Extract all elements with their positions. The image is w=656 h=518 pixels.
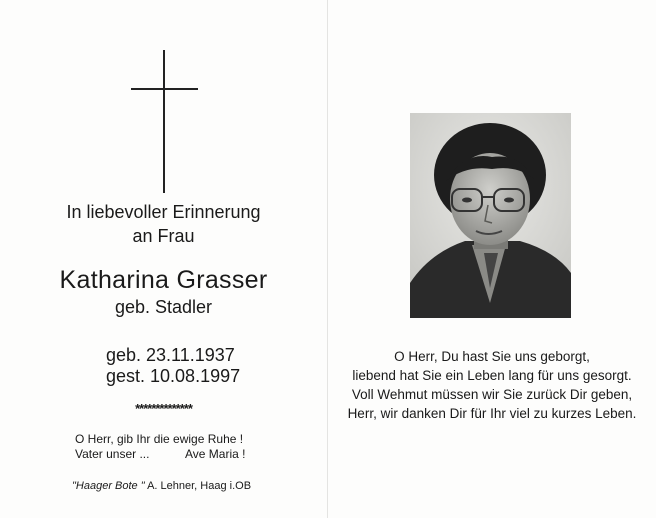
printer-details: A. Lehner, Haag i.OB [144, 480, 252, 492]
portrait-image [410, 113, 571, 318]
birth-date: geb. 23.11.1937 [106, 345, 235, 365]
verse-line-3: Voll Wehmut müssen wir Sie zurück Dir geben, [351, 387, 633, 402]
cross-icon-bar [131, 88, 198, 90]
verse-block [328, 347, 656, 423]
an-frau-line: an Frau [132, 226, 195, 246]
printer-credit [72, 480, 251, 492]
star-divider: ************** [135, 401, 192, 416]
prayer-ave-maria: Ave Maria ! [185, 447, 246, 461]
prayer-line-1: O Herr, gib Ihr die ewige Ruhe ! [75, 432, 244, 446]
verse-line-1: O Herr, Du hast Sie uns geborgt, [394, 349, 590, 364]
verse-line-2: liebend hat Sie ein Leben lang für uns gesorgt. [352, 368, 632, 383]
deceased-name: Katharina Grasser [59, 266, 268, 294]
maiden-name: geb. Stadler [114, 297, 213, 317]
memory-line: In liebevoller Erinnerung [66, 202, 261, 222]
prayer-vater-unser: Vater unser ... [75, 447, 150, 461]
cross-icon [163, 50, 165, 193]
verse-line-4: Herr, wir danken Dir für Ihr viel zu kurzes Leben. [347, 406, 637, 421]
portrait-photo [410, 113, 571, 318]
death-date: gest. 10.08.1997 [106, 366, 241, 386]
printer-name: "Haager Bote " [72, 480, 145, 492]
right-panel [328, 0, 656, 518]
left-panel [0, 0, 327, 518]
